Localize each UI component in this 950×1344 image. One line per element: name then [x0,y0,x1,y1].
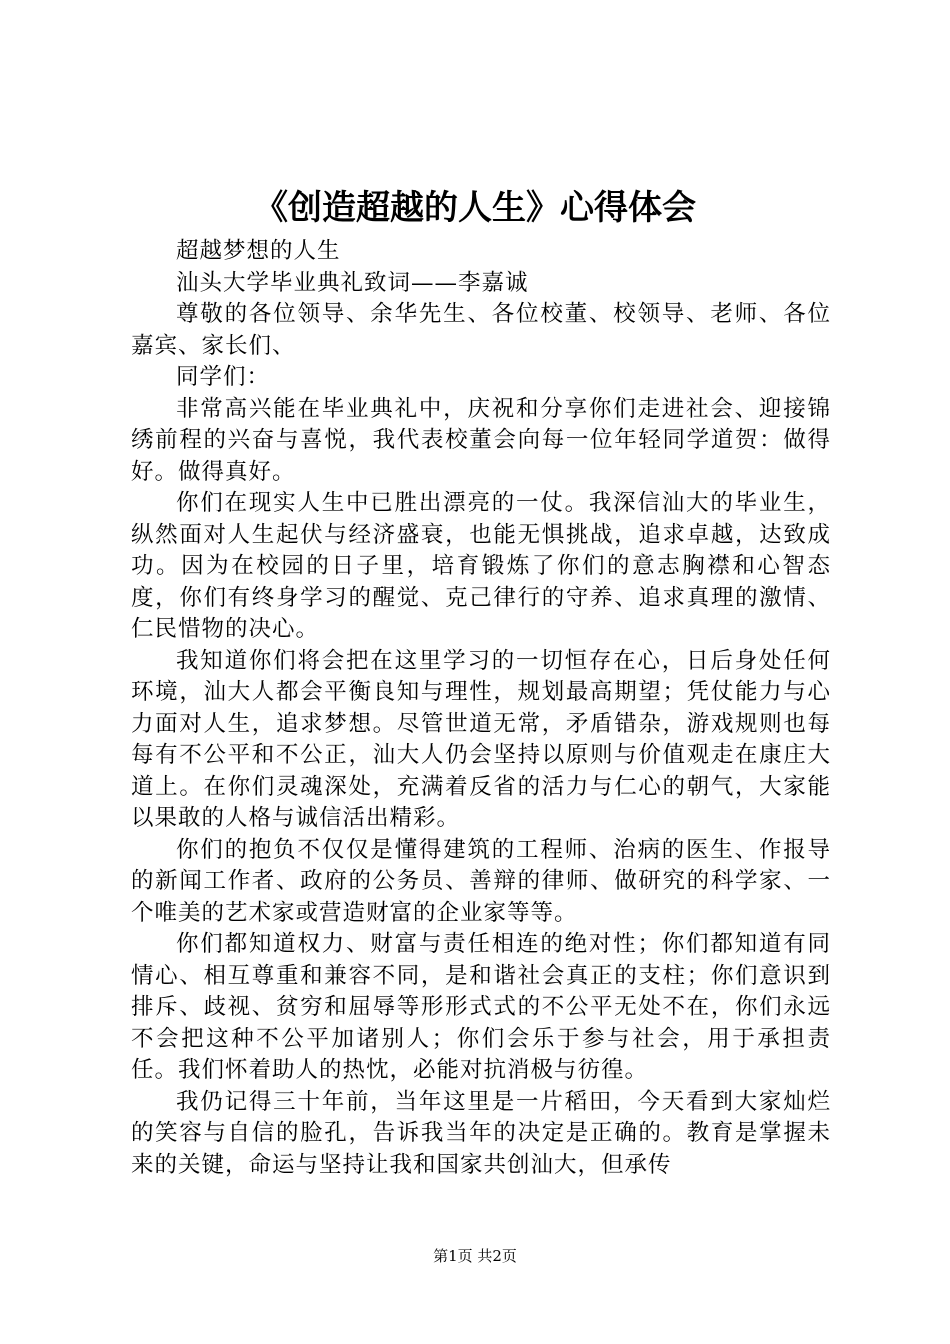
paragraph-body: 我仍记得三十年前，当年这里是一片稻田，今天看到大家灿烂的笑容与自信的脸孔，告诉我当年的决定是正确的。教育是掌握未来的关键，命运与坚持让我和国家共创汕大，但承传 [131,1088,831,1178]
document-title: 《创造超越的人生》心得体会 [254,188,696,228]
paragraph-speech-source: 汕头大学毕业典礼致词——李嘉诚 [176,269,529,296]
paragraph-body: 你们在现实人生中已胜出漂亮的一仗。我深信汕大的毕业生，纵然面对人生起伏与经济盛衰，也能无惧挑战，追求卓越，达致成功。因为在校园的日子里，培育锻炼了你们的意志胸襟和心智态度，你们有终身学习的醒觉、克己律行的守养、追求真理的激情、仁民惜物的决心。 [131,490,831,642]
paragraph-body: 你们的抱负不仅仅是懂得建筑的工程师、治病的医生、作报导的新闻工作者、政府的公务员、善辩的律师、做研究的科学家、一个唯美的艺术家或营造财富的企业家等等。 [131,836,831,926]
paragraph-body: 我知道你们将会把在这里学习的一切恒存在心，日后身处任何环境，汕大人都会平衡良知与理性，规划最高期望；凭仗能力与心力面对人生，追求梦想。尽管世道无常，矛盾错杂，游戏规则也每每有不公平和不公正，汕大人仍会坚持以原则与价值观走在康庄大道上。在你们灵魂深处，充满着反省的活力与仁心的朝气，大家能以果敢的人格与诚信活出精彩。 [131,647,831,831]
paragraph-body: 你们都知道权力、财富与责任相连的绝对性；你们都知道有同情心、相互尊重和兼容不同，是和谐社会真正的支柱；你们意识到排斥、歧视、贫穷和屈辱等形形式式的不公平无处不在，你们永远不会把这种不公平加诸别人；你们会乐于参与社会，用于承担责任。我们怀着助人的热忱，必能对抗消极与彷徨。 [131,931,831,1083]
paragraph-salutation: 尊敬的各位领导、余华先生、各位校董、校领导、老师、各位嘉宾、家长们、 [131,301,831,359]
page-number-footer: 第1页 共2页 [433,1247,517,1265]
paragraph-subtitle: 超越梦想的人生 [176,238,341,264]
paragraph-body: 非常高兴能在毕业典礼中，庆祝和分享你们走进社会、迎接锦绣前程的兴奋与喜悦，我代表校董会向每一位年轻同学道贺：做得好。做得真好。 [131,395,831,485]
document-body [131,236,831,1181]
paragraph-students: 同学们： [176,364,271,390]
